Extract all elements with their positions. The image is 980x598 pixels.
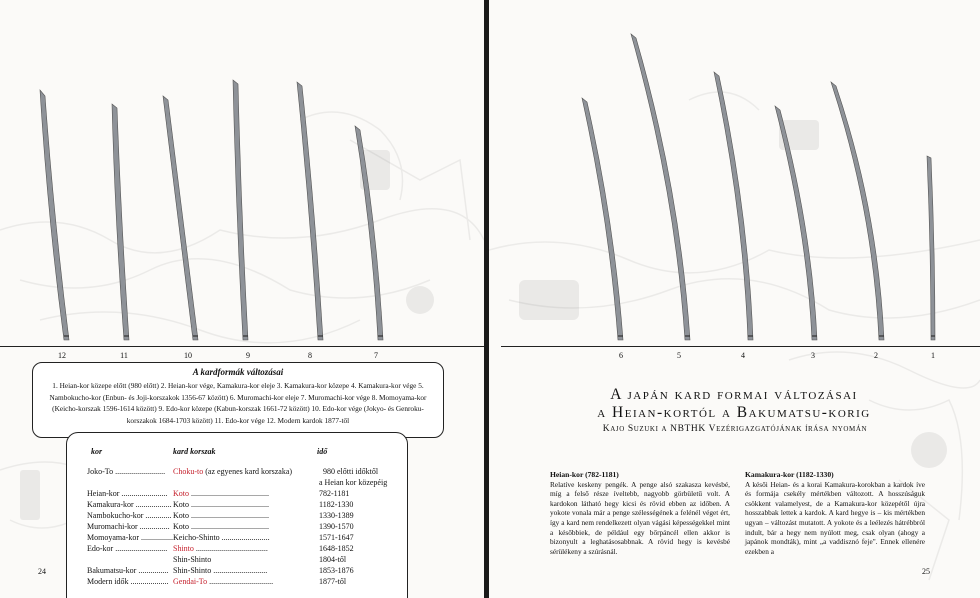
table-header-ido: idő: [317, 447, 328, 456]
caption-title: A kardformák változásai: [192, 367, 284, 377]
sword-10: [163, 96, 198, 340]
sword-5: [631, 34, 690, 340]
sword-7: [355, 126, 383, 340]
sword-number: 6: [619, 351, 623, 360]
page-number-left: 24: [38, 567, 46, 576]
sword-baseline: [501, 346, 980, 347]
sword-number: 8: [308, 351, 312, 360]
sword-12: [40, 90, 69, 340]
sword-number: 5: [677, 351, 681, 360]
sword-forms-caption: [32, 362, 444, 438]
column-text: Relatíve keskeny pengék. A penge alsó szakasza kevésbé, míg a felső része íveltebb, nagyobb görbületű volt. A kardokon látható hegy kicsi és rövid ebben az időben. A yokote vonala már a penge szélességének a felénél véget ért, így a kard nem rendelkezett olyan vágási képességekkel mint a későbbiek, de például egy bőrpáncél ellen akkor is bizonyult a leghatásosabbnak. A rövid hegy is kevésbé sérülékeny a szúrásnál.: [550, 479, 730, 556]
sword-number: 3: [811, 351, 815, 360]
table-header-kard: kard korszak: [173, 447, 216, 456]
sword-number: 11: [120, 351, 128, 360]
sword-number: 10: [184, 351, 192, 360]
sword-number: 12: [58, 351, 66, 360]
sword-number: 2: [874, 351, 878, 360]
article-subtitle: Kajo Suzuki a NBTHK Vezérigazgatójának írása nyomán: [602, 424, 868, 434]
article-title-line-1: A japán kard formai változásai: [610, 386, 858, 403]
sword-number: 9: [246, 351, 250, 360]
page-number-right: 25: [922, 567, 930, 576]
sword-11: [112, 104, 129, 340]
text-column-heian: [550, 470, 730, 556]
sword-baseline: [0, 346, 484, 347]
caption-text: 1. Heian-kor közepe előtt (980 előtt) 2. Heian-kor vége, Kamakura-kor eleje 3. Kamakura-kor közepe 4. Kamakura-kor vége 5. Nambokucho-kor (Enbun- és Joji-korszakok 1356-67 között) 6. Muromachi-kor eleje 7. Muromachi-kor vége 8. Momoyama-kor (Keicho-korszak 1596-1614 között) 9. Edo-kor közepe (Kabun-korszak 1661-72 között) 10. Edo-kor vége (Jokyo- és Genroku-korszakok 1684-1703 között) 11. Edo-kor vége 12. Modern kardok 1877-től: [49, 381, 427, 425]
sword-number: 7: [374, 351, 378, 360]
text-column-kamakura: [745, 470, 925, 556]
period-table: kor kard korszak idő Joko-To ......................... Choku-to (az egyenes kard korszaka) 980 előtti időktől a Heian kor közepéig Heian-kor ....................... Koto ....................................... 782-1181 Kamakura-kor .................. Koto ....................................... 1182-1330 Nambokucho-kor ............. Koto ....................................... 1330-1389 Muromachi-kor ............... Koto ....................................... 1390-1570 Momoyama-kor ................ Keicho-Shinto ........................ 1571-1647 Edo-kor .......................... Shinto .................................... 1648-1852 Shin-Shinto 1804-től Bakumatsu-kor ............... Shin-Shinto ........................... 1853-1876 Modern idők ................... Gendai-To ................................ 1877-től: [66, 432, 408, 598]
sword-6: [582, 98, 623, 340]
sword-1: [927, 156, 935, 340]
column-text: A késői Heian- és a korai Kamakura-korokban a kardok íve és formája csekély mértékben változott. A hosszúságuk csökkent valamelyest, de a Kamakura-kor közepétől újra hosszabbak lettek a kardok. A kard hegye is – kis mértékben ugyan – változást mutatott. A yokote és a leélezés hátrébbról indult, bár a hegy nem nyúlott meg, csak olyan (ahogy a japánok mondták), mint „a vaddisznó feje". Ennek ellenére ezekben a: [745, 479, 925, 556]
column-heading: Heian-kor (782-1181): [550, 470, 619, 479]
sword-3: [775, 106, 817, 340]
sword-illustrations-left: [0, 0, 484, 360]
sword-4: [714, 72, 753, 340]
left-page: [0, 0, 484, 598]
sword-number: 1: [931, 351, 935, 360]
table-header-kor: kor: [91, 447, 103, 456]
column-heading: Kamakura-kor (1182-1330): [745, 470, 834, 479]
sword-illustrations-right: [489, 0, 980, 360]
sword-number: 4: [741, 351, 745, 360]
article-title-line-2: a Heian-kortól a Bakumatsu-korig: [597, 404, 871, 421]
article-title: [558, 386, 910, 422]
sword-2: [831, 82, 884, 340]
sword-8: [297, 82, 323, 340]
sword-9: [233, 80, 248, 340]
